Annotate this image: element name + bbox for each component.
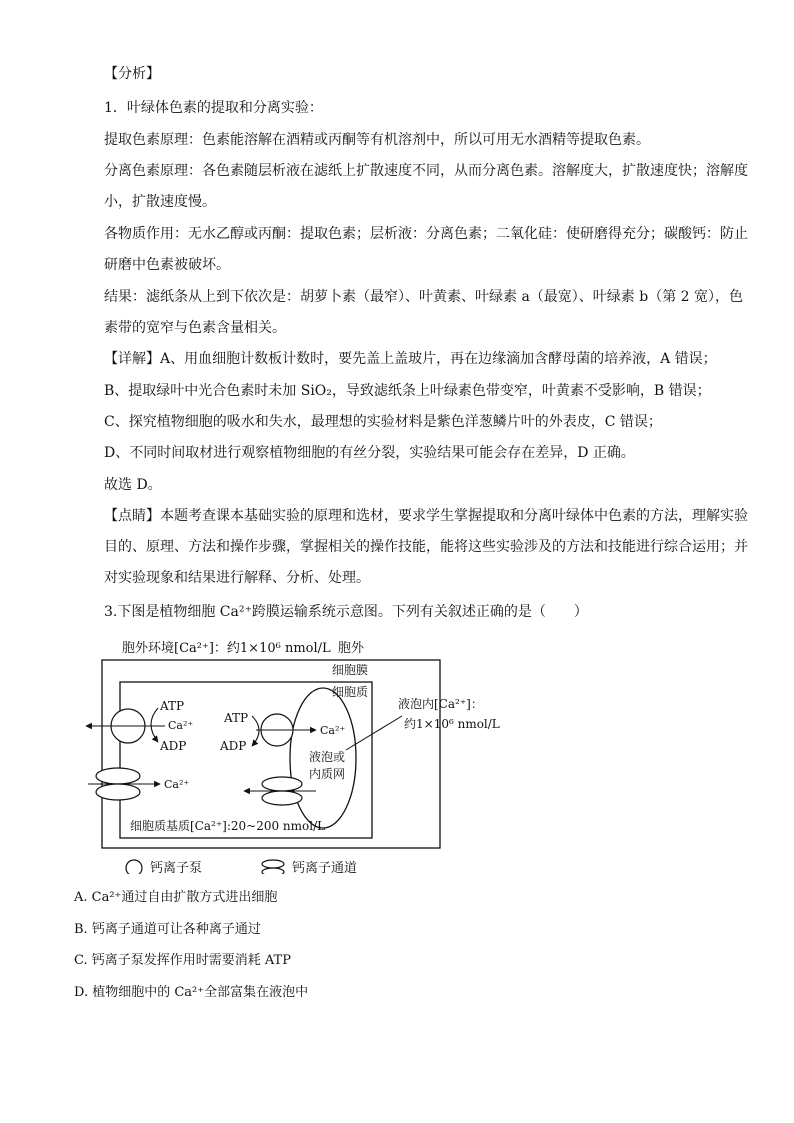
atp-label-inner: ATP xyxy=(224,711,249,725)
result-1: 结果：滤纸条从上到下依次是：胡萝卜素（最窄）、叶黄素、叶绿素 a（最宽）、叶绿素 b（第 2 宽），色 xyxy=(104,289,744,305)
extraction-principle: 提取色素原理：色素能溶解在酒精或丙酮等有机溶剂中，所以可用无水酒精等提取色素。 xyxy=(104,132,650,148)
comment-3: 对实验现象和结果进行解释、分析、处理。 xyxy=(104,570,370,586)
option-b[interactable]: B. 钙离子通道可让各种离子通过 xyxy=(74,922,261,937)
detail-c: C、探究植物细胞的吸水和失水，最理想的实验材料是紫色洋葱鳞片叶的外表皮，C 错误； xyxy=(104,414,662,430)
legend-pump-label: 钙离子泵 xyxy=(150,861,203,874)
legend-pump xyxy=(126,860,142,874)
outside-label: 胞外 xyxy=(338,641,365,656)
vacuole-concentration-line2: 约1×10⁶ nmol/L xyxy=(404,717,500,731)
calcium-transport-diagram xyxy=(80,634,500,874)
legend-channel xyxy=(262,860,284,874)
option-c[interactable]: C. 钙离子泵发挥作用时需要消耗 ATP xyxy=(74,953,291,968)
answer: 故选 D。 xyxy=(104,477,162,493)
adp-label-inner: ADP xyxy=(220,739,247,753)
calcium-label-left: Ca²⁺ xyxy=(168,719,194,732)
detail-b: B、提取绿叶中光合色素时未加 SiO₂，导致滤纸条上叶绿素色带变窄，叶黄素不受影响，B 错误； xyxy=(104,383,711,399)
option-a[interactable]: A. Ca²⁺通过自由扩散方式进出细胞 xyxy=(74,890,278,905)
legend-channel-label: 钙离子通道 xyxy=(292,861,358,874)
separation-principle-1: 分离色素原理：各色素随层析液在滤纸上扩散速度不同，从而分离色素。溶解度大，扩散速度快；溶解度 xyxy=(104,163,748,179)
calcium-label-channel: Ca²⁺ xyxy=(164,778,190,791)
cytoplasm-matrix-label: 细胞质基质[Ca²⁺]:20~200 nmol/L xyxy=(130,819,326,833)
membrane-label: 细胞膜 xyxy=(332,663,369,677)
analysis-heading: 【分析】 xyxy=(104,66,160,82)
detail-d: D、不同时间取材进行观察植物细胞的有丝分裂，实验结果可能会存在差异，D 正确。 xyxy=(104,445,635,461)
point-1: 1．叶绿体色素的提取和分离实验： xyxy=(104,100,323,116)
comment-1: 【点睛】本题考查课本基础实验的原理和选材，要求学生掌握提取和分离叶绿体中色素的方法，理解实验 xyxy=(104,508,748,524)
outside-environment-label: 胞外环境[Ca²⁺]：约1×10⁶ nmol/L xyxy=(122,641,331,656)
atp-label-left: ATP xyxy=(160,699,185,713)
vacuole-label-line1: 液泡或 xyxy=(309,750,346,764)
atp-curve-left xyxy=(151,708,158,742)
vacuole-label-line2: 内质网 xyxy=(309,767,346,781)
question-3: 3.下图是植物细胞 Ca²⁺跨膜运输系统示意图。下列有关叙述正确的是（ ） xyxy=(104,604,588,620)
detail-a: 【详解】A、用血细胞计数板计数时，要先盖上盖玻片，再在边缘滴加含酵母菌的培养液，A 错误； xyxy=(104,351,717,367)
substance-roles-1: 各物质作用：无水乙醇或丙酮：提取色素；层析液：分离色素；二氧化硅：使研磨得充分；碳酸钙：防止 xyxy=(104,226,748,242)
atp-curve-inner xyxy=(252,716,259,746)
comment-2: 目的、原理、方法和操作步骤，掌握相关的操作技能，能将这些实验涉及的方法和技能进行综合运用；并 xyxy=(104,539,748,555)
cytoplasm-label: 细胞质 xyxy=(332,685,369,699)
substance-roles-2: 研磨中色素被破坏。 xyxy=(104,257,230,273)
calcium-label-inner: Ca²⁺ xyxy=(320,724,346,737)
vacuole-concentration-line1: 液泡内[Ca²⁺]： xyxy=(398,697,483,711)
adp-label-left: ADP xyxy=(160,739,187,753)
result-2: 素带的宽窄与色素含量相关。 xyxy=(104,320,286,336)
separation-principle-2: 小，扩散速度慢。 xyxy=(104,194,216,210)
option-d[interactable]: D. 植物细胞中的 Ca²⁺全部富集在液泡中 xyxy=(74,985,309,1000)
